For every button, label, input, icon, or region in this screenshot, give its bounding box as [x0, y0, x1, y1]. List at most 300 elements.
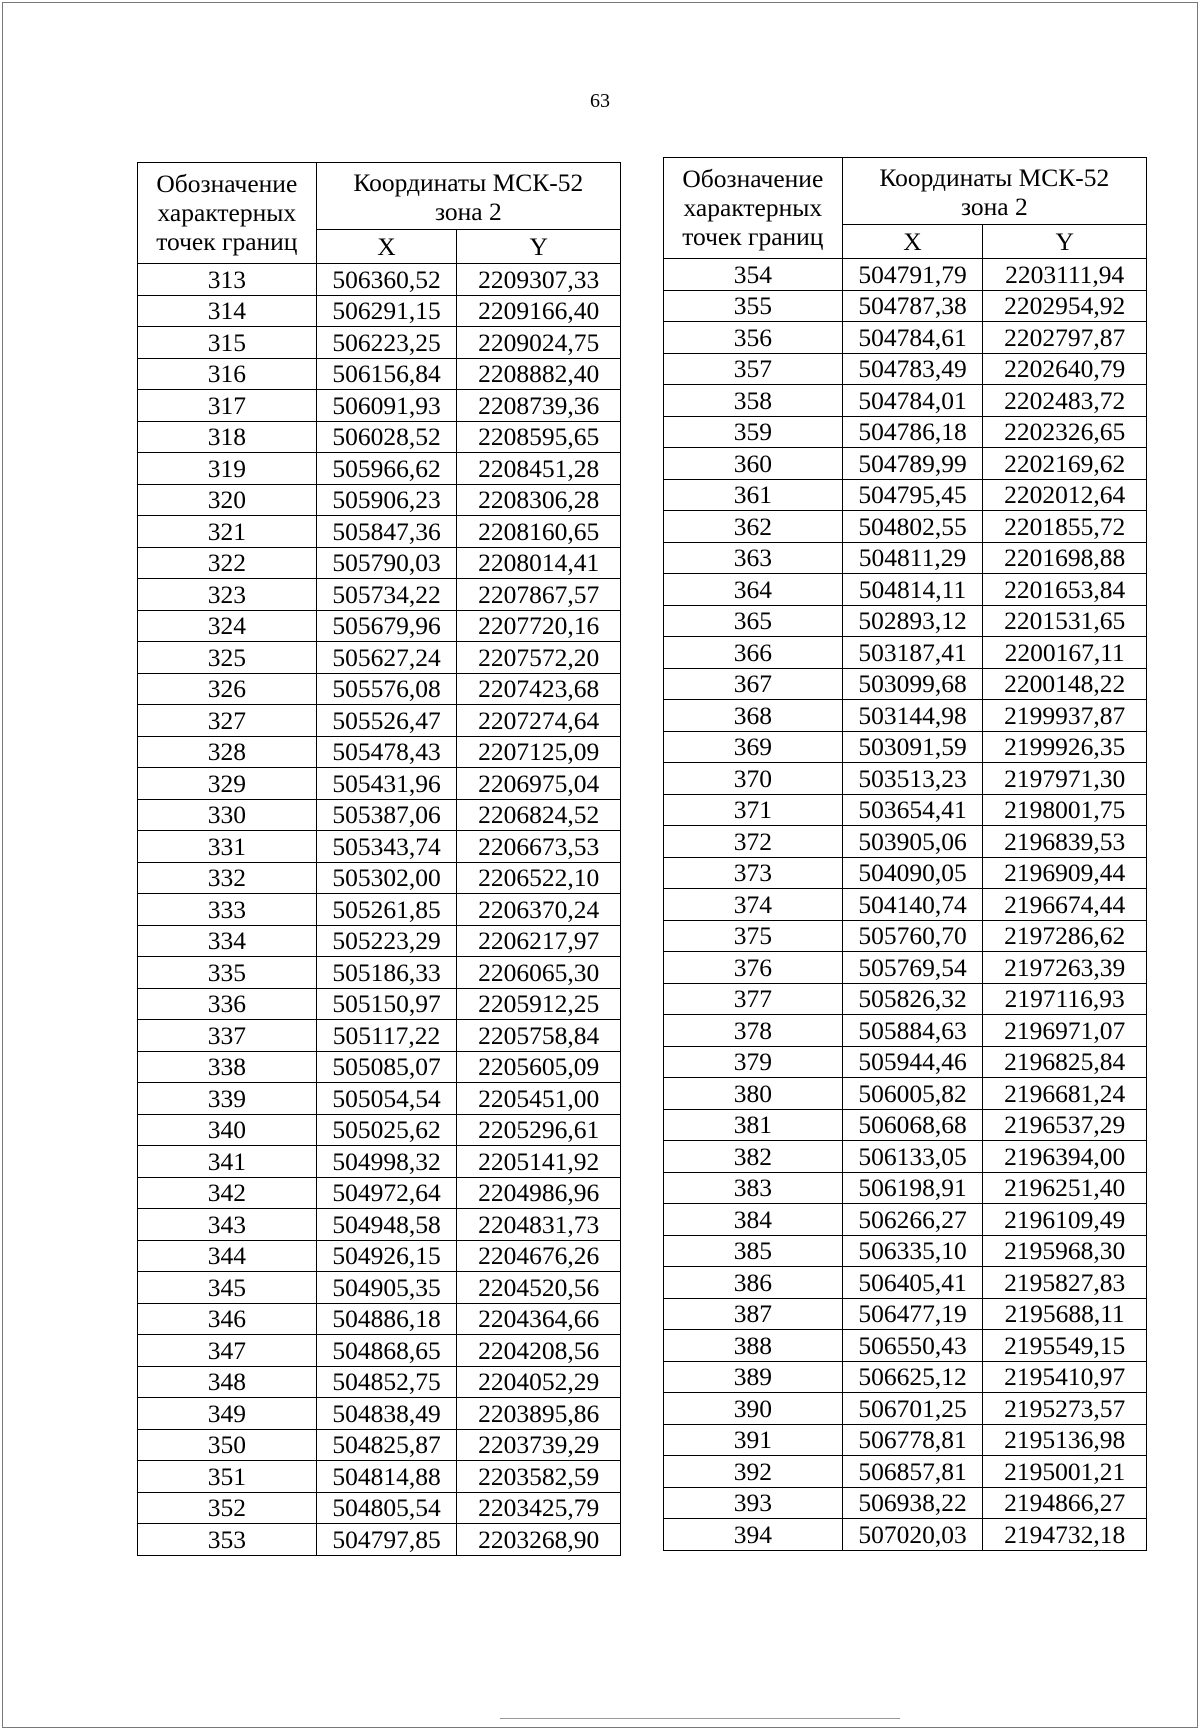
y-coordinate-cell: 2204986,96	[457, 1177, 621, 1209]
table-row	[664, 1393, 1147, 1425]
table-row	[664, 479, 1147, 511]
x-coordinate-cell: 505223,29	[316, 925, 457, 957]
y-coordinate-cell: 2195968,30	[983, 1235, 1147, 1267]
table-row	[138, 736, 621, 768]
point-id-cell: 337	[138, 1020, 317, 1052]
point-id-cell: 348	[138, 1366, 317, 1398]
y-coordinate-cell: 2194866,27	[983, 1487, 1147, 1519]
y-coordinate-cell: 2196839,53	[983, 826, 1147, 858]
x-coordinate-cell: 504905,35	[316, 1272, 457, 1304]
x-coordinate-cell: 503654,41	[842, 794, 983, 826]
point-id-cell: 381	[664, 1109, 843, 1141]
table-row	[664, 1330, 1147, 1362]
table-row	[664, 259, 1147, 291]
y-coordinate-cell: 2209024,75	[457, 327, 621, 359]
table-row	[664, 1456, 1147, 1488]
x-coordinate-cell: 505150,97	[316, 988, 457, 1020]
table-row	[138, 1461, 621, 1493]
x-coordinate-cell: 502893,12	[842, 605, 983, 637]
point-id-cell: 371	[664, 794, 843, 826]
header-y: Y	[457, 230, 621, 264]
table-row	[664, 889, 1147, 921]
x-coordinate-cell: 505343,74	[316, 831, 457, 863]
x-coordinate-cell: 505944,46	[842, 1046, 983, 1078]
point-id-cell: 322	[138, 547, 317, 579]
table-row	[138, 1177, 621, 1209]
y-coordinate-cell: 2207867,57	[457, 579, 621, 611]
table-row	[138, 957, 621, 989]
table-row	[138, 390, 621, 422]
point-id-cell: 335	[138, 957, 317, 989]
point-id-cell: 330	[138, 799, 317, 831]
y-coordinate-cell: 2195273,57	[983, 1393, 1147, 1425]
x-coordinate-cell: 503513,23	[842, 763, 983, 795]
point-id-cell: 361	[664, 479, 843, 511]
x-coordinate-cell: 506550,43	[842, 1330, 983, 1362]
point-id-cell: 314	[138, 295, 317, 327]
y-coordinate-cell: 2201855,72	[983, 511, 1147, 543]
x-coordinate-cell: 505826,32	[842, 983, 983, 1015]
y-coordinate-cell: 2205296,61	[457, 1114, 621, 1146]
x-coordinate-cell: 504797,85	[316, 1524, 457, 1556]
x-coordinate-cell: 506223,25	[316, 327, 457, 359]
y-coordinate-cell: 2195549,15	[983, 1330, 1147, 1362]
x-coordinate-cell: 505576,08	[316, 673, 457, 705]
x-coordinate-cell: 504784,01	[842, 385, 983, 417]
point-id-cell: 365	[664, 605, 843, 637]
table-row	[664, 1172, 1147, 1204]
y-coordinate-cell: 2197263,39	[983, 952, 1147, 984]
x-coordinate-cell: 505261,85	[316, 894, 457, 926]
table-row	[664, 668, 1147, 700]
y-coordinate-cell: 2198001,75	[983, 794, 1147, 826]
point-id-cell: 354	[664, 259, 843, 291]
table-row	[664, 511, 1147, 543]
point-id-cell: 324	[138, 610, 317, 642]
table-row	[664, 1519, 1147, 1551]
x-coordinate-cell: 504789,99	[842, 448, 983, 480]
table-row	[664, 1204, 1147, 1236]
y-coordinate-cell: 2205141,92	[457, 1146, 621, 1178]
y-coordinate-cell: 2207720,16	[457, 610, 621, 642]
point-id-cell: 394	[664, 1519, 843, 1551]
y-coordinate-cell: 2196109,49	[983, 1204, 1147, 1236]
x-coordinate-cell: 505884,63	[842, 1015, 983, 1047]
table-row	[138, 673, 621, 705]
x-coordinate-cell: 506360,52	[316, 264, 457, 296]
table-row	[664, 1267, 1147, 1299]
y-coordinate-cell: 2200167,11	[983, 637, 1147, 669]
point-id-cell: 321	[138, 516, 317, 548]
table-row	[664, 731, 1147, 763]
point-id-cell: 356	[664, 322, 843, 354]
point-id-cell: 390	[664, 1393, 843, 1425]
y-coordinate-cell: 2207125,09	[457, 736, 621, 768]
x-coordinate-cell: 504795,45	[842, 479, 983, 511]
y-coordinate-cell: 2196971,07	[983, 1015, 1147, 1047]
y-coordinate-cell: 2207572,20	[457, 642, 621, 674]
x-coordinate-cell: 504802,55	[842, 511, 983, 543]
y-coordinate-cell: 2204052,29	[457, 1366, 621, 1398]
y-coordinate-cell: 2206065,30	[457, 957, 621, 989]
point-id-cell: 318	[138, 421, 317, 453]
point-id-cell: 357	[664, 353, 843, 385]
table-row	[138, 1492, 621, 1524]
point-id-cell: 358	[664, 385, 843, 417]
y-coordinate-cell: 2208014,41	[457, 547, 621, 579]
x-coordinate-cell: 503187,41	[842, 637, 983, 669]
y-coordinate-cell: 2209307,33	[457, 264, 621, 296]
point-id-cell: 343	[138, 1209, 317, 1241]
x-coordinate-cell: 504926,15	[316, 1240, 457, 1272]
point-id-cell: 352	[138, 1492, 317, 1524]
table-row	[138, 642, 621, 674]
point-id-cell: 327	[138, 705, 317, 737]
x-coordinate-cell: 503091,59	[842, 731, 983, 763]
header-point-label: Обозначение характерных точек границ	[138, 163, 317, 264]
y-coordinate-cell: 2203582,59	[457, 1461, 621, 1493]
x-coordinate-cell: 504140,74	[842, 889, 983, 921]
x-coordinate-cell: 506335,10	[842, 1235, 983, 1267]
point-id-cell: 360	[664, 448, 843, 480]
y-coordinate-cell: 2196681,24	[983, 1078, 1147, 1110]
point-id-cell: 383	[664, 1172, 843, 1204]
point-id-cell: 313	[138, 264, 317, 296]
point-id-cell: 382	[664, 1141, 843, 1173]
header-x: X	[316, 230, 457, 264]
table-row	[664, 1487, 1147, 1519]
y-coordinate-cell: 2199937,87	[983, 700, 1147, 732]
point-id-cell: 339	[138, 1083, 317, 1115]
x-coordinate-cell: 505025,62	[316, 1114, 457, 1146]
point-id-cell: 379	[664, 1046, 843, 1078]
x-coordinate-cell: 504838,49	[316, 1398, 457, 1430]
point-id-cell: 315	[138, 327, 317, 359]
point-id-cell: 325	[138, 642, 317, 674]
y-coordinate-cell: 2204520,56	[457, 1272, 621, 1304]
x-coordinate-cell: 505679,96	[316, 610, 457, 642]
point-id-cell: 376	[664, 952, 843, 984]
point-id-cell: 388	[664, 1330, 843, 1362]
table-row	[138, 1398, 621, 1430]
y-coordinate-cell: 2208306,28	[457, 484, 621, 516]
y-coordinate-cell: 2206522,10	[457, 862, 621, 894]
y-coordinate-cell: 2199926,35	[983, 731, 1147, 763]
table-row	[138, 547, 621, 579]
table-row	[138, 358, 621, 390]
y-coordinate-cell: 2206824,52	[457, 799, 621, 831]
table-row	[138, 484, 621, 516]
table-row	[664, 574, 1147, 606]
table-body-left	[138, 264, 621, 1556]
x-coordinate-cell: 505117,22	[316, 1020, 457, 1052]
y-coordinate-cell: 2202954,92	[983, 290, 1147, 322]
table-row	[138, 831, 621, 863]
y-coordinate-cell: 2196251,40	[983, 1172, 1147, 1204]
point-id-cell: 317	[138, 390, 317, 422]
table-row	[664, 1109, 1147, 1141]
coordinates-table-right	[663, 157, 1147, 1551]
point-id-cell: 336	[138, 988, 317, 1020]
point-id-cell: 350	[138, 1429, 317, 1461]
x-coordinate-cell: 503099,68	[842, 668, 983, 700]
table-row	[138, 327, 621, 359]
point-id-cell: 389	[664, 1361, 843, 1393]
point-id-cell: 385	[664, 1235, 843, 1267]
table-row	[664, 290, 1147, 322]
point-id-cell: 340	[138, 1114, 317, 1146]
table-row	[138, 516, 621, 548]
y-coordinate-cell: 2196674,44	[983, 889, 1147, 921]
x-coordinate-cell: 506778,81	[842, 1424, 983, 1456]
table-row	[664, 794, 1147, 826]
point-id-cell: 392	[664, 1456, 843, 1488]
point-id-cell: 346	[138, 1303, 317, 1335]
y-coordinate-cell: 2196825,84	[983, 1046, 1147, 1078]
table-row	[664, 826, 1147, 858]
table-row	[138, 1051, 621, 1083]
table-row	[138, 1146, 621, 1178]
table-row	[664, 416, 1147, 448]
x-coordinate-cell: 505054,54	[316, 1083, 457, 1115]
x-coordinate-cell: 506405,41	[842, 1267, 983, 1299]
x-coordinate-cell: 504998,32	[316, 1146, 457, 1178]
table-row	[138, 295, 621, 327]
point-id-cell: 331	[138, 831, 317, 863]
point-id-cell: 341	[138, 1146, 317, 1178]
x-coordinate-cell: 506938,22	[842, 1487, 983, 1519]
x-coordinate-cell: 505431,96	[316, 768, 457, 800]
point-id-cell: 367	[664, 668, 843, 700]
x-coordinate-cell: 506266,27	[842, 1204, 983, 1236]
x-coordinate-cell: 503144,98	[842, 700, 983, 732]
point-id-cell: 342	[138, 1177, 317, 1209]
table-row	[138, 1335, 621, 1367]
table-row	[138, 988, 621, 1020]
y-coordinate-cell: 2208595,65	[457, 421, 621, 453]
point-id-cell: 349	[138, 1398, 317, 1430]
y-coordinate-cell: 2197971,30	[983, 763, 1147, 795]
x-coordinate-cell: 504786,18	[842, 416, 983, 448]
table-row	[138, 1114, 621, 1146]
y-coordinate-cell: 2202797,87	[983, 322, 1147, 354]
table-body-right	[664, 259, 1147, 1551]
x-coordinate-cell: 505627,24	[316, 642, 457, 674]
table-row	[664, 1046, 1147, 1078]
header-coordinates-group: Координаты МСК-52 зона 2	[842, 158, 1146, 225]
y-coordinate-cell: 2202640,79	[983, 353, 1147, 385]
y-coordinate-cell: 2206673,53	[457, 831, 621, 863]
point-id-cell: 323	[138, 579, 317, 611]
x-coordinate-cell: 506857,81	[842, 1456, 983, 1488]
x-coordinate-cell: 506091,93	[316, 390, 457, 422]
point-id-cell: 316	[138, 358, 317, 390]
table-row	[664, 322, 1147, 354]
table-row	[138, 453, 621, 485]
point-id-cell: 355	[664, 290, 843, 322]
y-coordinate-cell: 2209166,40	[457, 295, 621, 327]
x-coordinate-cell: 504787,38	[842, 290, 983, 322]
point-id-cell: 387	[664, 1298, 843, 1330]
x-coordinate-cell: 506477,19	[842, 1298, 983, 1330]
table-row	[138, 705, 621, 737]
x-coordinate-cell: 505847,36	[316, 516, 457, 548]
y-coordinate-cell: 2200148,22	[983, 668, 1147, 700]
x-coordinate-cell: 504811,29	[842, 542, 983, 574]
point-id-cell: 373	[664, 857, 843, 889]
x-coordinate-cell: 504783,49	[842, 353, 983, 385]
point-id-cell: 364	[664, 574, 843, 606]
y-coordinate-cell: 2203895,86	[457, 1398, 621, 1430]
point-id-cell: 333	[138, 894, 317, 926]
y-coordinate-cell: 2202326,65	[983, 416, 1147, 448]
header-coordinates-group: Координаты МСК-52 зона 2	[316, 163, 620, 230]
point-id-cell: 369	[664, 731, 843, 763]
x-coordinate-cell: 505302,00	[316, 862, 457, 894]
x-coordinate-cell: 504805,54	[316, 1492, 457, 1524]
header-x: X	[842, 225, 983, 259]
point-id-cell: 345	[138, 1272, 317, 1304]
x-coordinate-cell: 506133,05	[842, 1141, 983, 1173]
table-row	[664, 857, 1147, 889]
y-coordinate-cell: 2205912,25	[457, 988, 621, 1020]
table-row	[664, 542, 1147, 574]
y-coordinate-cell: 2194732,18	[983, 1519, 1147, 1551]
table-row	[664, 1141, 1147, 1173]
y-coordinate-cell: 2208882,40	[457, 358, 621, 390]
x-coordinate-cell: 504948,58	[316, 1209, 457, 1241]
point-id-cell: 334	[138, 925, 317, 957]
y-coordinate-cell: 2205758,84	[457, 1020, 621, 1052]
table-row	[664, 983, 1147, 1015]
y-coordinate-cell: 2201531,65	[983, 605, 1147, 637]
point-id-cell: 351	[138, 1461, 317, 1493]
x-coordinate-cell: 506701,25	[842, 1393, 983, 1425]
table-row	[664, 952, 1147, 984]
y-coordinate-cell: 2204364,66	[457, 1303, 621, 1335]
table-row	[664, 1235, 1147, 1267]
point-id-cell: 326	[138, 673, 317, 705]
table-row	[664, 920, 1147, 952]
table-row	[138, 1524, 621, 1556]
table-row	[138, 1272, 621, 1304]
point-id-cell: 329	[138, 768, 317, 800]
y-coordinate-cell: 2204831,73	[457, 1209, 621, 1241]
point-id-cell: 393	[664, 1487, 843, 1519]
x-coordinate-cell: 504784,61	[842, 322, 983, 354]
y-coordinate-cell: 2204676,26	[457, 1240, 621, 1272]
x-coordinate-cell: 505186,33	[316, 957, 457, 989]
y-coordinate-cell: 2207274,64	[457, 705, 621, 737]
x-coordinate-cell: 505760,70	[842, 920, 983, 952]
point-id-cell: 332	[138, 862, 317, 894]
x-coordinate-cell: 505966,62	[316, 453, 457, 485]
y-coordinate-cell: 2195827,83	[983, 1267, 1147, 1299]
table-row	[138, 421, 621, 453]
x-coordinate-cell: 504090,05	[842, 857, 983, 889]
point-id-cell: 384	[664, 1204, 843, 1236]
table-row	[664, 605, 1147, 637]
y-coordinate-cell: 2205605,09	[457, 1051, 621, 1083]
header-point-label: Обозначение характерных точек границ	[664, 158, 843, 259]
y-coordinate-cell: 2205451,00	[457, 1083, 621, 1115]
y-coordinate-cell: 2206975,04	[457, 768, 621, 800]
x-coordinate-cell: 505526,47	[316, 705, 457, 737]
point-id-cell: 386	[664, 1267, 843, 1299]
x-coordinate-cell: 504814,88	[316, 1461, 457, 1493]
point-id-cell: 328	[138, 736, 317, 768]
y-coordinate-cell: 2208739,36	[457, 390, 621, 422]
table-row	[138, 1083, 621, 1115]
y-coordinate-cell: 2208451,28	[457, 453, 621, 485]
y-coordinate-cell: 2195410,97	[983, 1361, 1147, 1393]
point-id-cell: 344	[138, 1240, 317, 1272]
table-row	[664, 385, 1147, 417]
table-row	[138, 1303, 621, 1335]
table-row	[138, 862, 621, 894]
table-row	[138, 264, 621, 296]
point-id-cell: 378	[664, 1015, 843, 1047]
x-coordinate-cell: 505769,54	[842, 952, 983, 984]
x-coordinate-cell: 506028,52	[316, 421, 457, 453]
table-row	[138, 894, 621, 926]
point-id-cell: 374	[664, 889, 843, 921]
x-coordinate-cell: 504814,11	[842, 574, 983, 606]
y-coordinate-cell: 2204208,56	[457, 1335, 621, 1367]
table-row	[664, 353, 1147, 385]
table-row	[138, 799, 621, 831]
table-row	[138, 925, 621, 957]
point-id-cell: 363	[664, 542, 843, 574]
table-row	[138, 1240, 621, 1272]
x-coordinate-cell: 505478,43	[316, 736, 457, 768]
y-coordinate-cell: 2196537,29	[983, 1109, 1147, 1141]
point-id-cell: 338	[138, 1051, 317, 1083]
y-coordinate-cell: 2197286,62	[983, 920, 1147, 952]
y-coordinate-cell: 2197116,93	[983, 983, 1147, 1015]
point-id-cell: 375	[664, 920, 843, 952]
table-row	[664, 448, 1147, 480]
table-row	[664, 763, 1147, 795]
x-coordinate-cell: 506291,15	[316, 295, 457, 327]
x-coordinate-cell: 505734,22	[316, 579, 457, 611]
point-id-cell: 320	[138, 484, 317, 516]
x-coordinate-cell: 504791,79	[842, 259, 983, 291]
y-coordinate-cell: 2201698,88	[983, 542, 1147, 574]
table-row	[138, 579, 621, 611]
y-coordinate-cell: 2206217,97	[457, 925, 621, 957]
x-coordinate-cell: 504825,87	[316, 1429, 457, 1461]
table-row	[138, 1209, 621, 1241]
x-coordinate-cell: 505906,23	[316, 484, 457, 516]
x-coordinate-cell: 503905,06	[842, 826, 983, 858]
scan-bottom-line	[500, 1718, 900, 1719]
point-id-cell: 359	[664, 416, 843, 448]
y-coordinate-cell: 2202169,62	[983, 448, 1147, 480]
y-coordinate-cell: 2203739,29	[457, 1429, 621, 1461]
header-y: Y	[983, 225, 1147, 259]
x-coordinate-cell: 507020,03	[842, 1519, 983, 1551]
x-coordinate-cell: 504886,18	[316, 1303, 457, 1335]
table-row	[138, 1429, 621, 1461]
table-row	[664, 1078, 1147, 1110]
table-row	[138, 1366, 621, 1398]
y-coordinate-cell: 2207423,68	[457, 673, 621, 705]
table-row	[138, 1020, 621, 1052]
x-coordinate-cell: 505387,06	[316, 799, 457, 831]
point-id-cell: 366	[664, 637, 843, 669]
table-row	[664, 1361, 1147, 1393]
